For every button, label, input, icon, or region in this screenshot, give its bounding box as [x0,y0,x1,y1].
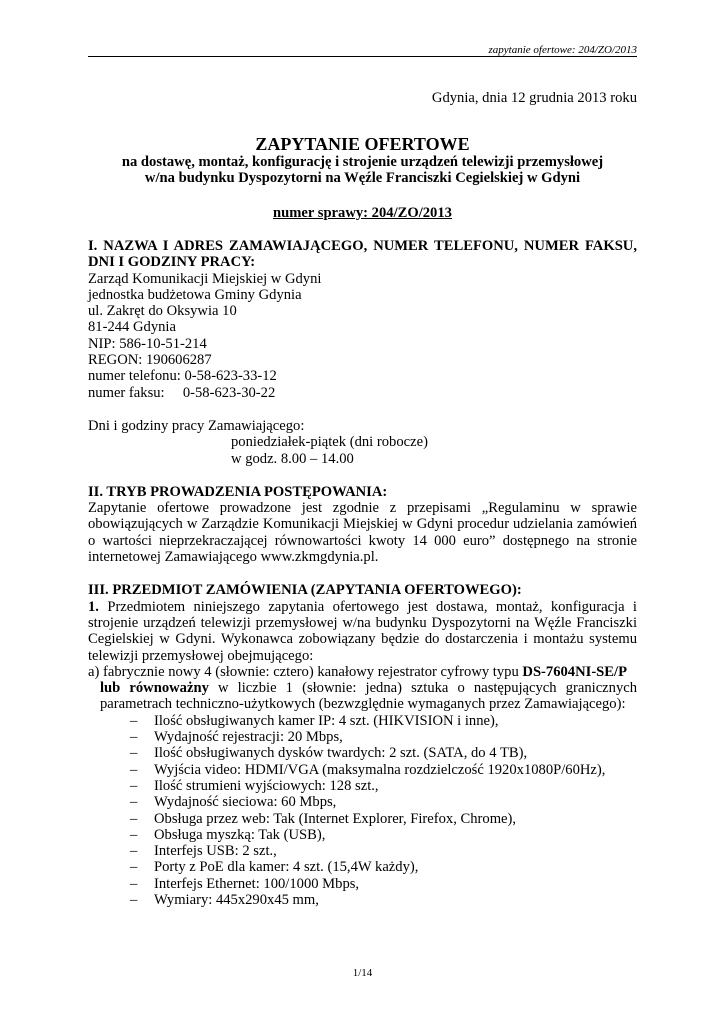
case-number: numer sprawy: 204/ZO/2013 [273,205,452,221]
address-line: ul. Zakręt do Oksywia 10 [88,303,237,320]
spec-item [88,729,637,745]
hours-time: w godz. 8.00 – 14.00 [231,450,354,467]
regon-line: REGON: 190606287 [88,352,212,369]
address-line: jednostka budżetowa Gminy Gdynia [88,286,302,303]
spec-text: Porty z PoE dla kamer: 4 szt. (15,4W każdy), [154,859,419,876]
spec-text: Wyjścia video: HDMI/VGA (maksymalna rozdzielczość 1920x1080P/60Hz), [154,761,606,778]
subtitle-line: w/na budynku Dyspozytorni na Węźle Franciszki Cegielskiej w Gdyni [144,170,581,187]
spec-item [88,859,637,875]
item-a-model: DS-7604NI-SE/P [522,663,628,680]
dash-bullet: – [130,843,138,860]
section-1-heading: I. NAZWA I ADRES ZAMAWIAJĄCEGO, NUMER TELEFONU, NUMER FAKSU, DNI I GODZINY PRACY: [88,238,637,271]
spec-text: Ilość strumieni wyjściowych: 128 szt., [154,777,379,794]
document-subtitle [88,154,637,187]
spec-text: Ilość obsługiwanych kamer IP: 4 szt. (HIKVISION i inne), [154,712,499,729]
fax-line: numer faksu: 0-58-623-30-22 [88,384,276,401]
item-a-continuation [88,680,637,713]
page-number: 1/14 [352,967,373,979]
spec-list [88,713,637,909]
spec-text: Obsługa przez web: Tak (Internet Explorer, Firefox, Chrome), [154,810,517,827]
item-a-first-line [88,664,637,680]
place-date: Gdynia, dnia 12 grudnia 2013 roku [431,90,637,106]
spec-item [88,843,637,859]
spec-item [88,713,637,729]
dash-bullet: – [130,826,138,843]
subtitle-line: na dostawę, montaż, konfigurację i strojenie urządzeń telewizji przemysłowej [121,154,604,170]
phone-line: numer telefonu: 0-58-623-33-12 [88,368,277,385]
running-header: zapytanie ofertowe: 204/ZO/2013 [488,44,637,56]
section-3-point-1 [88,599,637,664]
spec-text: Ilość obsługiwanych dysków twardych: 2 szt. (SATA, do 4 TB), [154,745,528,762]
point-number: 1. [88,598,99,615]
spec-text: Wydajność sieciowa: 60 Mbps, [154,794,337,811]
dash-bullet: – [130,891,138,908]
dash-bullet: – [130,777,138,794]
dash-bullet: – [130,729,138,746]
spec-item [88,794,637,810]
dash-bullet: – [130,875,138,892]
hours-label: Dni i godziny pracy Zamawiającego: [88,417,305,434]
dash-bullet: – [130,794,138,811]
dash-bullet: – [130,745,138,762]
spec-item [88,778,637,794]
spec-text: Wymiary: 445x290x45 mm, [154,891,319,908]
section-2-body: Zapytanie ofertowe prowadzone jest zgodnie z przepisami „Regulaminu w sprawie obowiązujących w Zarządzie Komunikacji Miejskiej w Gdyni procedur udzielania zamówień o wartości nieprzekraczającej równowartości kwoty 14 000 euro” dostępnego na stronie internetowej Zamawiającego www.zkmgdynia.pl. [88,500,637,566]
spec-item [88,876,637,892]
dash-bullet: – [130,712,138,729]
dash-bullet: – [130,810,138,827]
dash-bullet: – [130,761,138,778]
header-rule [88,56,637,57]
spec-text: Obsługa myszką: Tak (USB), [154,826,326,843]
item-a-equivalent: lub równoważny [100,680,209,697]
address-block [88,271,637,401]
spec-text: Interfejs Ethernet: 100/1000 Mbps, [154,875,360,892]
spec-item [88,811,637,827]
nip-line: NIP: 586-10-51-214 [88,335,207,352]
spec-item [88,827,637,843]
spec-item [88,892,637,908]
hours-days: poniedziałek-piątek (dni robocze) [231,434,428,451]
dash-bullet: – [130,859,138,876]
spec-item [88,745,637,761]
address-line: Zarząd Komunikacji Miejskiej w Gdyni [88,270,322,287]
spec-text: Wydajność rejestracji: 20 Mbps, [154,729,343,746]
point-text: Przedmiotem niniejszego zapytania ofertowego jest dostawa, montaż, konfiguracja i strojenie urządzeń telewizji przemysłowej w/na budynku Dyspozytorni na Węźle Franciszki Cegielskiej w Gdyni. Wykonawca zobowiązany będzie do dostarczenia i montażu systemu telewizji przemysłowej obejmującego: [88,598,637,664]
spec-item [88,762,637,778]
section-2-heading: II. TRYB PROWADZENIA POSTĘPOWANIA: [88,483,388,500]
spec-text: Interfejs USB: 2 szt., [154,843,277,860]
item-a-suffix: w liczbie 1 (słownie: jedna) sztuka o następujących granicznych parametrach techniczno-użytkowych (bezwzględnie wymaganych przez Zamawiającego): [100,680,638,713]
section-3-heading: III. PRZEDMIOT ZAMÓWIENIA (ZAPYTANIA OFERTOWEGO): [88,582,522,599]
item-a-prefix: a) fabrycznie nowy 4 (słownie: cztero) kanałowy rejestrator cyfrowy typu [88,663,523,680]
address-line: 81-244 Gdynia [88,319,176,336]
document-body [88,238,637,908]
document-title: ZAPYTANIE OFERTOWE [255,134,470,154]
